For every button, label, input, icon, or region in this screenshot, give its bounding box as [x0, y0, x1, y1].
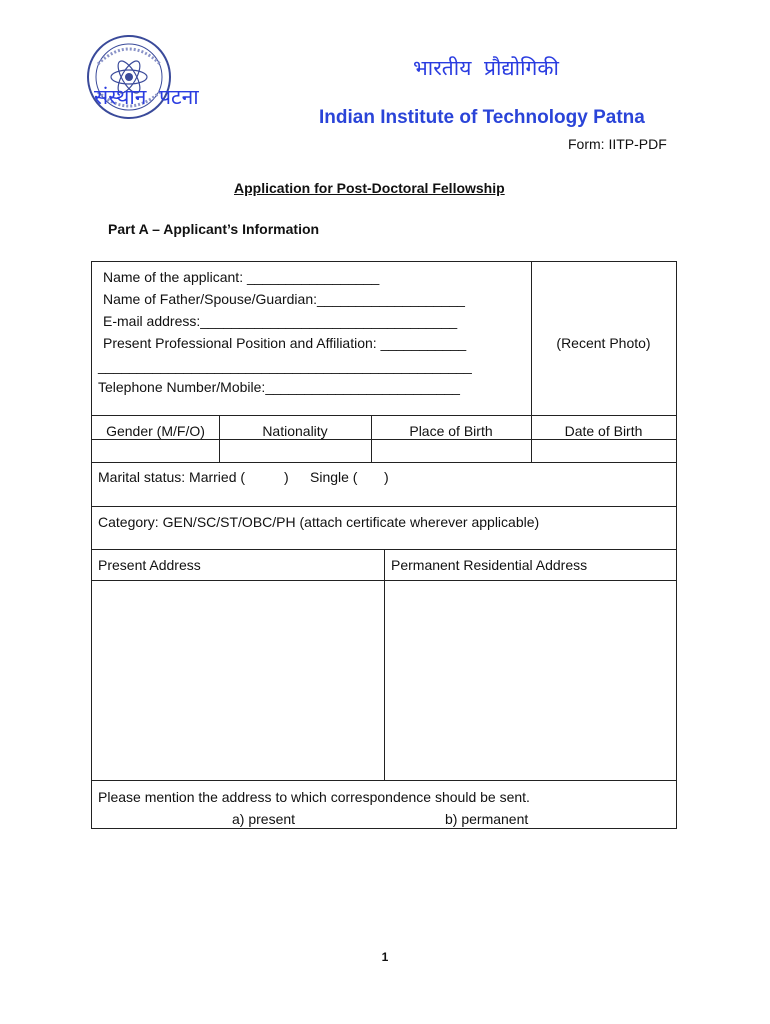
nationality-header: Nationality [262, 423, 328, 439]
institute-name: Indian Institute of Technology Patna [319, 107, 645, 128]
telephone-field[interactable]: Telephone Number/Mobile:_________________________ [98, 379, 460, 395]
place-of-birth-header: Place of Birth [409, 423, 493, 439]
date-of-birth-header: Date of Birth [564, 423, 643, 439]
recent-photo-box[interactable]: (Recent Photo) [556, 335, 651, 351]
correspondence-option-present[interactable]: a) present [232, 811, 296, 827]
marital-status-single[interactable]: Single ( [310, 469, 358, 485]
page-number: 1 [381, 950, 389, 964]
gender-header: Gender (M/F/O) [106, 423, 205, 439]
category-field[interactable]: Category: GEN/SC/ST/OBC/PH (attach certificate wherever applicable) [98, 514, 540, 530]
guardian-name-field[interactable]: Name of Father/Spouse/Guardian:___________________ [103, 291, 465, 307]
marital-single-close: ) [384, 469, 389, 485]
marital-married-close: ) [284, 469, 289, 485]
form-code: Form: IITP-PDF [568, 136, 667, 152]
hindi-institute-name-line2: संस्थान पटना [94, 85, 199, 109]
correspondence-option-permanent[interactable]: b) permanent [445, 811, 529, 827]
row-divider [92, 506, 676, 507]
form-title: Application for Post-Doctoral Fellowship [234, 180, 505, 196]
correspondence-instruction: Please mention the address to which correspondence should be sent. [98, 789, 530, 805]
row-divider [92, 780, 676, 781]
row-divider [92, 462, 676, 463]
applicant-information-table [91, 261, 677, 829]
part-a-heading: Part A – Applicant’s Information [108, 221, 320, 237]
applicant-name-field[interactable]: Name of the applicant: _________________ [103, 269, 380, 285]
present-address-label: Present Address [98, 557, 201, 573]
permanent-address-label: Permanent Residential Address [391, 557, 588, 573]
position-affiliation-field[interactable]: Present Professional Position and Affiliation: ___________ [103, 335, 467, 351]
address-column-divider [384, 549, 385, 780]
marital-status-married[interactable]: Marital status: Married ( [98, 469, 246, 485]
hindi-institute-name-line1: भारतीय प्रौद्योगिकी [413, 56, 559, 80]
position-continuation-line[interactable]: ________________________________________________ [98, 358, 472, 374]
row-divider [92, 439, 676, 440]
row-divider [92, 415, 676, 416]
email-field[interactable]: E-mail address:_________________________________ [103, 313, 458, 329]
